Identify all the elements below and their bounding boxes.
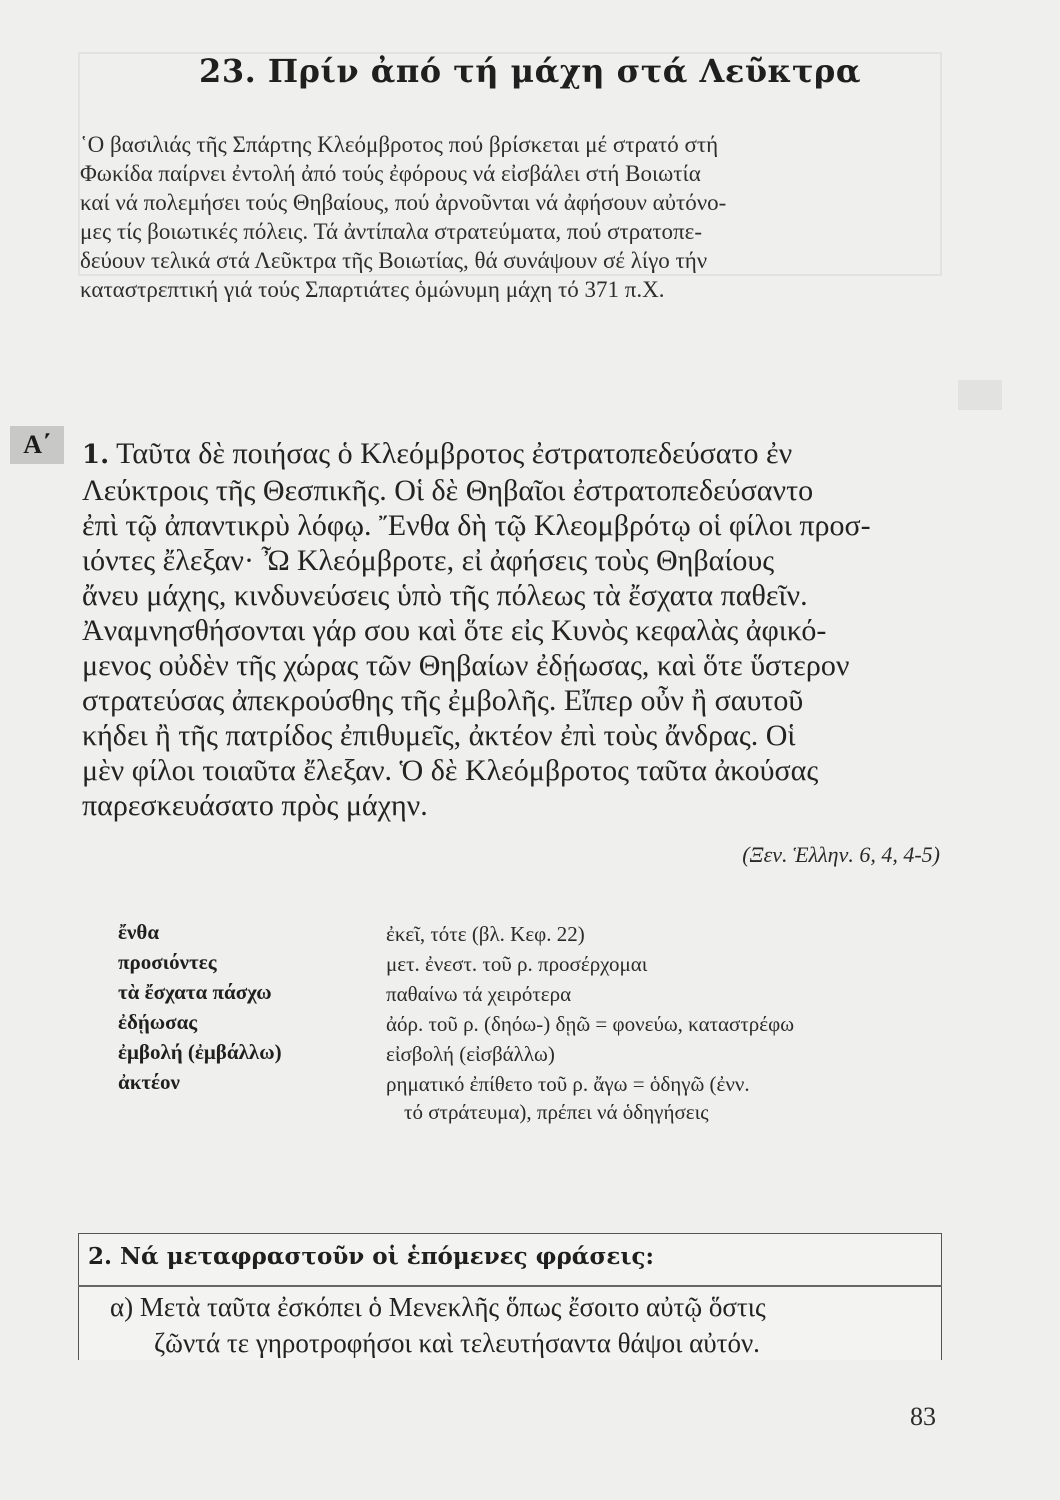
- intro-line: μες τίς βοιωτικές πόλεις. Τά ἀντίπαλα στρατεύματα, πού στρατοπε-: [80, 219, 702, 244]
- definition-line: εἰσβολή (εἰσβάλλω): [386, 1042, 555, 1066]
- passage-line: μὲν φίλοι τοιαῦτα ἔλεξαν. Ὁ δὲ Κλεόμβροτος ταῦτα ἀκούσας: [82, 754, 819, 787]
- passage-line: κήδει ἢ τῆς πατρίδος ἐπιθυμεῖς, ἀκτέον ἐπὶ τοὺς ἄνδρας. Οἱ: [82, 719, 796, 752]
- definition-line: ρηματικό ἐπίθετο τοῦ ρ. ἄγω = ὁδηγῶ (ἐνν.: [386, 1072, 750, 1096]
- glossary-entry: [118, 950, 958, 980]
- intro-line: δεύουν τελικά στά Λεῦκτρα τῆς Βοιωτίας, θά συνάψουν σέ λίγο τήν: [80, 248, 708, 273]
- chapter-title: 23. Πρίν ἀπό τή μάχη στά Λεῦκτρα: [199, 52, 861, 90]
- passage-line: Λεύκτροις τῆς Θεσπικῆς. Οἱ δὲ Θηβαῖοι ἐστρατοπεδεύσαντο: [82, 474, 814, 507]
- passage-line: [82, 436, 952, 473]
- source-citation: (Ξεν. Ἑλλην. 6, 4, 4-5): [742, 842, 940, 867]
- passage-line: Ἀναμνησθήσονται γάρ σου καὶ ὅτε εἰς Κυνὸς κεφαλὰς ἀφικό-: [82, 614, 827, 647]
- definition-line: τό στράτευμα), πρέπει νά ὁδηγήσεις: [404, 1100, 709, 1124]
- definition-line: ἀόρ. τοῦ ρ. (δηόω-) δῃῶ = φονεύω, καταστρέφω: [386, 1012, 795, 1036]
- glossary-definition: [386, 950, 926, 978]
- exercise-title: 2. Νά μεταφραστοῦν οἱ ἑπόμενες φράσεις:: [88, 1243, 655, 1270]
- exercise-item: [110, 1289, 910, 1361]
- glossary-definition: [386, 1070, 926, 1126]
- glossary: [118, 920, 958, 1128]
- exercise-line: ζῶντά τε γηροτροφήσοι καὶ τελευτήσαντα θάψοι αὐτόν.: [154, 1328, 760, 1358]
- glossary-definition: [386, 980, 926, 1008]
- passage-text: Ταῦτα δὲ ποιήσας ὁ Κλεόμβροτος ἐστρατοπεδεύσατο ἐν: [116, 437, 793, 470]
- passage-line: ἐπὶ τῷ ἀπαντικρὺ λόφῳ. Ἔνθα δὴ τῷ Κλεομβρότῳ οἱ φίλοι προσ-: [82, 509, 871, 542]
- glossary-entry: [118, 1010, 958, 1040]
- intro-line: καί νά πολεμήσει τούς Θηβαίους, πού ἀρνοῦνται νά ἀφήσουν αὐτόνο-: [80, 190, 727, 215]
- glossary-term: ἐμβολή (ἐμβάλλω): [118, 1040, 282, 1064]
- section-label: Α΄: [10, 426, 64, 464]
- glossary-term: ἀκτέον: [118, 1070, 180, 1094]
- glossary-term: προσιόντες: [118, 950, 217, 974]
- page-number: 83: [910, 1402, 936, 1431]
- glossary-definition: [386, 920, 926, 948]
- glossary-term: ἐδῄωσας: [118, 1010, 198, 1034]
- intro-line: καταστρεπτική γιά τούς Σπαρτιάτες ὁμώνυμη μάχη τό 371 π.Χ.: [80, 277, 665, 302]
- glossary-entry: [118, 980, 958, 1010]
- glossary-definition: [386, 1010, 926, 1038]
- passage-line: μενος οὐδὲν τῆς χώρας τῶν Θηβαίων ἐδῄωσας, καὶ ὅτε ὕστερον: [82, 649, 850, 682]
- passage-line: ἄνευ μάχης, κινδυνεύσεις ὑπὸ τῆς πόλεως τὰ ἔσχατα παθεῖν.: [82, 579, 808, 612]
- glossary-definition: [386, 1040, 926, 1068]
- passage-number: 1.: [82, 440, 110, 470]
- introduction: [80, 130, 948, 304]
- exercise-line: α) Μετὰ ταῦτα ἐσκόπει ὁ Μενεκλῆς ὅπως ἔσοιτο αὐτῷ ὅστις: [110, 1292, 766, 1322]
- definition-line: μετ. ἐνεστ. τοῦ ρ. προσέρχομαι: [386, 952, 648, 976]
- definition-line: παθαίνω τά χειρότερα: [386, 982, 572, 1006]
- margin-tab: [958, 380, 1002, 410]
- intro-line: Φωκίδα παίρνει ἐντολή ἀπό τούς ἐφόρους νά εἰσβάλει στή Βοιωτία: [80, 161, 701, 186]
- glossary-term: τὰ ἔσχατα πάσχω: [118, 980, 272, 1004]
- passage-line: παρεσκευάσατο πρὸς μάχην.: [82, 789, 428, 822]
- glossary-entry: [118, 920, 958, 950]
- passage-line: ιόντες ἔλεξαν· Ὦ Κλεόμβροτε, εἰ ἀφήσεις τοὺς Θηβαίους: [82, 544, 775, 577]
- definition-line: ἐκεῖ, τότε (βλ. Κεφ. 22): [386, 922, 585, 946]
- glossary-term: ἔνθα: [118, 920, 160, 944]
- intro-line: ῾Ο βασιλιάς τῆς Σπάρτης Κλεόμβροτος πού βρίσκεται μέ στρατό στή: [80, 132, 719, 157]
- passage-line: στρατεύσας ἀπεκρούσθης τῆς ἐμβολῆς. Εἴπερ οὖν ἢ σαυτοῦ: [82, 684, 804, 717]
- exercise-divider: [78, 1285, 942, 1287]
- ancient-text-passage: [82, 436, 952, 823]
- glossary-entry: [118, 1070, 958, 1128]
- box-open-edge: [76, 1360, 946, 1380]
- glossary-entry: [118, 1040, 958, 1070]
